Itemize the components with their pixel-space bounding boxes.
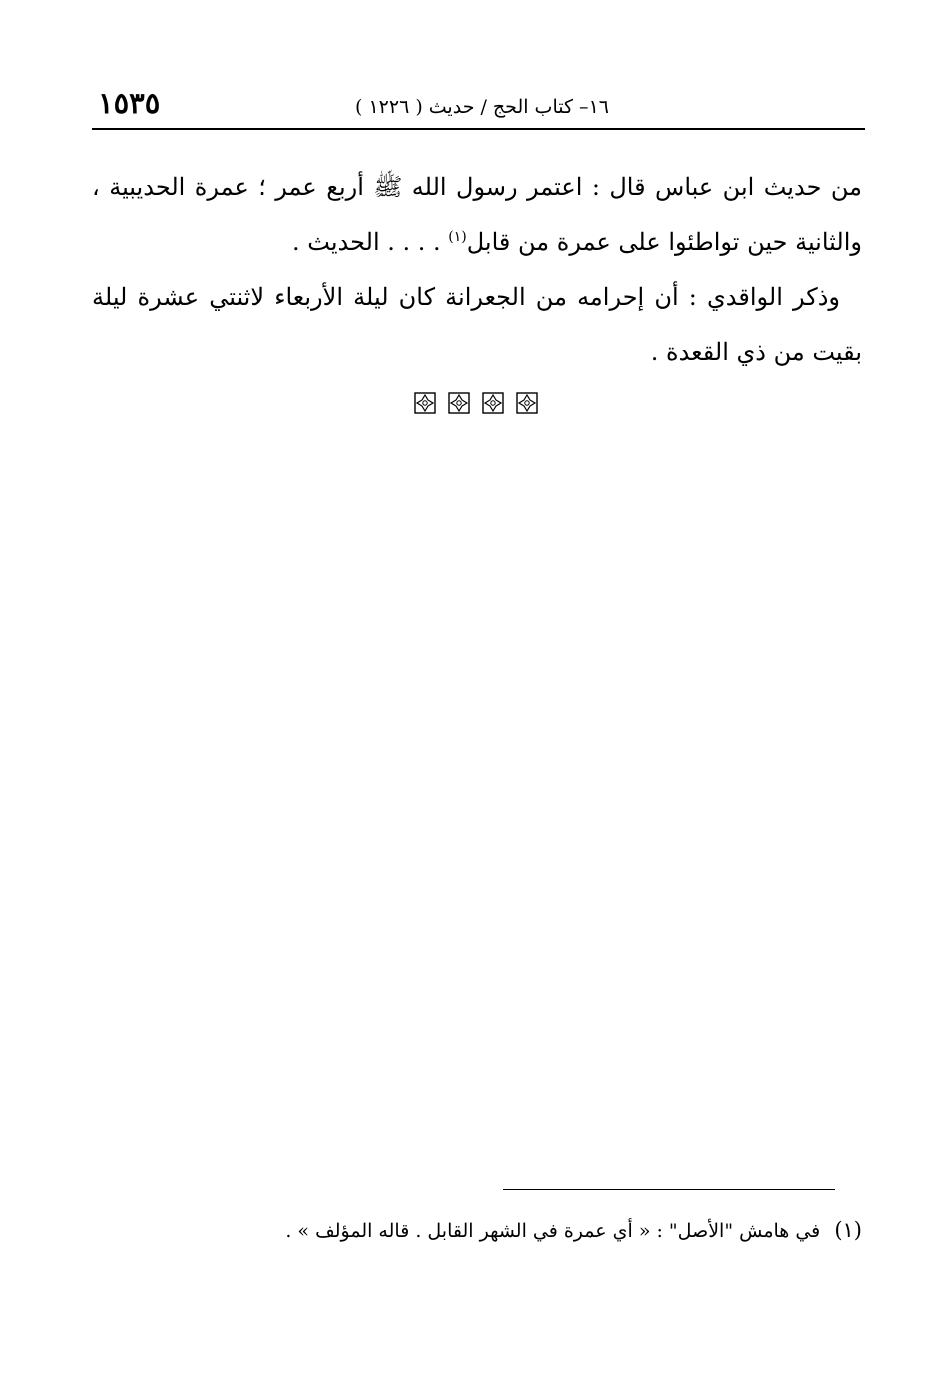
geometric-star-ornament-icon bbox=[482, 392, 504, 414]
geometric-star-ornament-icon bbox=[516, 392, 538, 414]
footnote-text: في هامش "الأصل" : « أي عمرة في الشهر القابل . قاله المؤلف » . bbox=[285, 1220, 821, 1242]
page-number: ١٥٣٥ bbox=[98, 86, 161, 120]
footnote-separator bbox=[503, 1189, 835, 1190]
running-head: ١٦– كتاب الحج / حديث ( ١٢٢٦ ) bbox=[355, 96, 609, 118]
geometric-star-ornament-icon bbox=[448, 392, 470, 414]
paragraph-1 bbox=[92, 160, 862, 270]
geometric-star-ornament-icon bbox=[414, 392, 436, 414]
paragraph-1-text: من حديث ابن عباس قال : اعتمر رسول الله ﷺ أربع عمر ؛ عمرة الحديبية ، والثانية حين تواطئوا على عمرة من قابل bbox=[92, 173, 863, 256]
footnote bbox=[180, 1218, 862, 1242]
header-rule bbox=[92, 128, 865, 130]
footnote-mark: (١) bbox=[834, 1218, 862, 1242]
main-text bbox=[92, 160, 862, 380]
section-divider-ornaments bbox=[0, 392, 951, 420]
paragraph-1-ending: . . . . الحديث . bbox=[292, 228, 449, 256]
footnote-reference[interactable]: (١) bbox=[448, 229, 467, 245]
paragraph-2: وذكر الواقدي : أن إحرامه من الجعرانة كان ليلة الأربعاء لاثنتي عشرة ليلة بقيت من ذي القعدة . bbox=[92, 283, 862, 366]
page-header bbox=[92, 86, 865, 130]
